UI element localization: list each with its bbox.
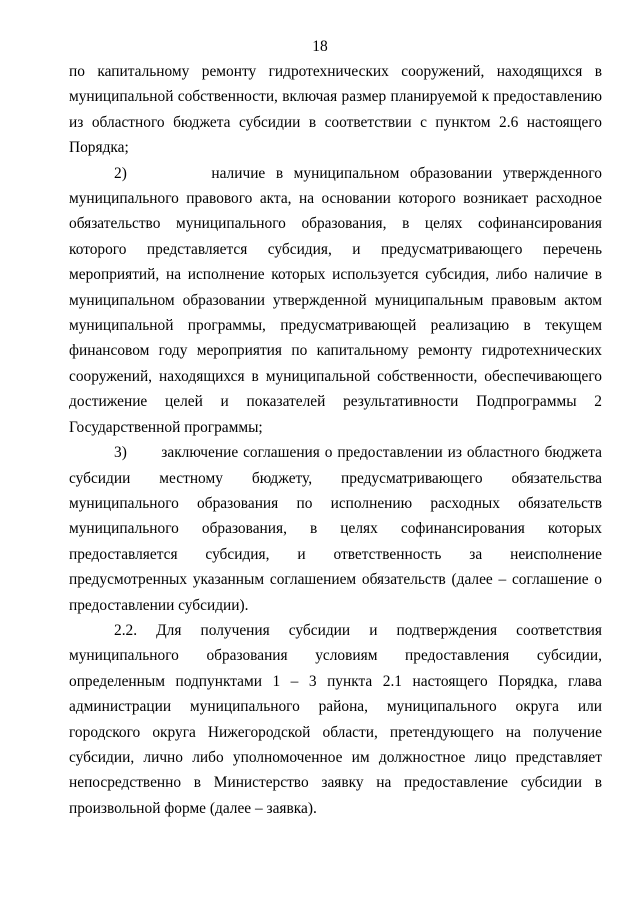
document-body bbox=[69, 59, 602, 821]
paragraph-item-2: 2) наличие в муниципальном образовании утвержденного муниципального правового акта, на основании которого возникает расходное обязательство муниципального образования, в целях софинансирования которого представляется субсидия, и предусматривающего перечень мероприятий, на исполнение которых используется субсидия, либо наличие в муниципальном образовании утвержденной муниципальным правовым актом муниципальной программы, предусматривающей реализацию в текущем финансовом году мероприятия по капитальному ремонту гидротехнических сооружений, находящихся в муниципальной собственности, обеспечивающего достижение целей и показателей результативности Подпрограммы 2 Государственной программы; bbox=[69, 164, 602, 436]
page-number: 18 bbox=[312, 38, 328, 55]
paragraph-continuation: по капитальному ремонту гидротехнических сооружений, находящихся в муниципальной собственности, включая размер планируемой к предоставлению из областного бюджета субсидии в соответствии с пунктом 2.6 настоящего Порядка; bbox=[69, 63, 602, 157]
paragraph-item-3: 3) заключение соглашения о предоставлении из областного бюджета субсидии местному бюджету, предусматривающего обязательства муниципального образования по исполнению расходных обязательств муниципального образования, в целях софинансирования которых предоставляется субсидия, и ответственность за неисполнение предусмотренных указанным соглашением обязательств (далее – соглашение о предоставлении субсидии). bbox=[69, 444, 602, 614]
paragraph-section-2-2: 2.2. Для получения субсидии и подтверждения соответствия муниципального образования условиям предоставления субсидии, определенным подпунктами 1 – 3 пункта 2.1 настоящего Порядка, глава администрации муниципального района, муниципального округа или городского округа Нижегородской области, претендующего на получение субсидии, лично либо уполномоченное им должностное лицо представляет непосредственно в Министерство заявку на предоставление субсидии в произвольной форме (далее – заявка). bbox=[69, 621, 602, 817]
